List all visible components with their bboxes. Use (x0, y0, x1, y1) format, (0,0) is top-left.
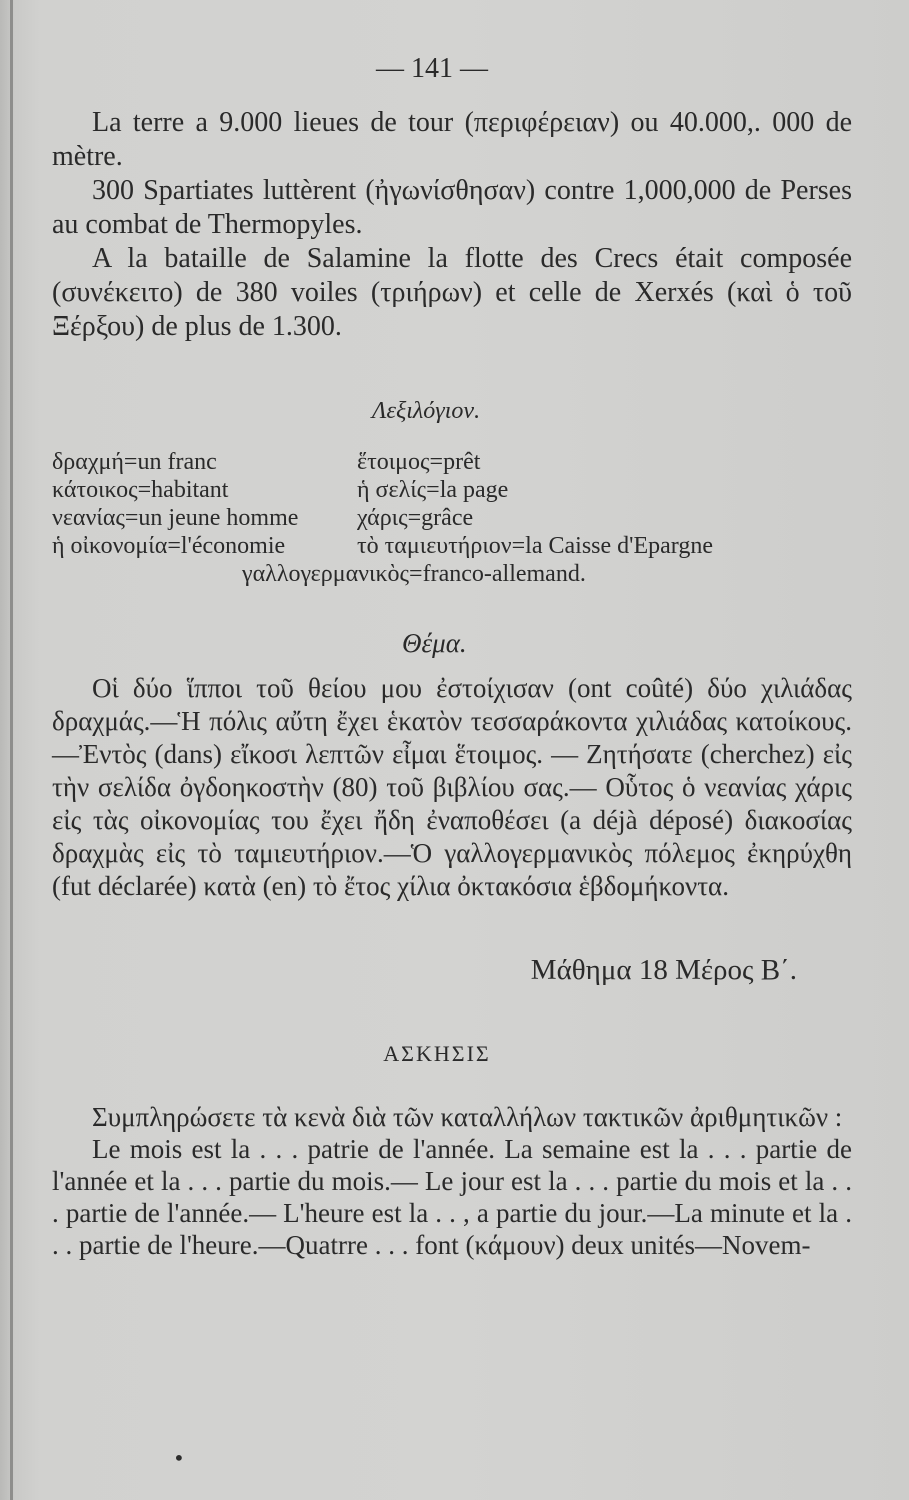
lexicon-entry: ἕτοιμος=prêt (357, 449, 481, 475)
lexicon-entry: κάτοικος=habitant (52, 477, 229, 503)
lesson-heading: Μάθημα 18 Μέρος Β΄. (530, 954, 797, 986)
theme-heading: Θέμα. (402, 628, 467, 658)
paragraph-salamis: A la bataille de Salamine la flotte des Crecs était composée (συνέκειτο) de 380 voiles (τριήρων) et celle de Xerxés (καὶ ὁ τοῦ Ξέρξου) de plus de 1.300. (52, 243, 852, 342)
lexicon-entry: ἡ οἰκονομία=l'économie (52, 533, 286, 559)
lexicon-table (52, 448, 852, 588)
exercise-instruction: Συμπληρώσετε τὰ κενὰ διὰ τῶν καταλλήλων τακτικῶν ἀριθμητικῶν : (92, 1102, 843, 1132)
lexicon-entry: νεανίας=un jeune homme (52, 505, 299, 531)
paragraph-earth: La terre a 9.000 lieues de tour (περιφέρειαν) ou 40.000,. 000 de mètre. (52, 107, 852, 172)
stray-ink-mark: • (173, 1446, 185, 1470)
lexicon-heading: Λεξιλόγιον. (372, 398, 481, 424)
page-number: — 141 — (376, 53, 488, 84)
page-content (52, 52, 852, 1261)
paragraph-spartans: 300 Spartiates luttèrent (ἠγωνίσθησαν) contre 1,000,000 de Perses au combat de Thermopyles. (52, 175, 852, 240)
lexicon-entry: χάρις=grâce (357, 505, 474, 531)
theme-text: Οἱ δύο ἵπποι τοῦ θείου μου ἐστοίχισαν (ont coûté) δύο χιλιάδας δραχμάς.—Ἡ πόλις αὔτη ἔχει ἑκατὸν τεσσαράκοντα χιλιάδας κατοίκους.—Ἐντὸς (dans) εἴκοσι λεπτῶν εἶμαι ἕτοιμος. — Ζητήσατε (cherchez) εἰς τὴν σελίδα ὀγδοηκοστὴν (80) τοῦ βιβλίου σας.— Οὗτος ὁ νεανίας χάρις εἰς τὰς οἰκονομίας του ἔχει ἤδη ἐναποθέσει (a déjà déposé) διακοσίας δραχμὰς εἰς τὸ ταμιευτήριον.—Ὁ γαλλογερμανικὸς πόλεμος ἐκηρύχθη (fut déclarée) κατὰ (en) τὸ ἔτος χίλια ὀκτακόσια ἑβδομήκοντα. (52, 673, 852, 901)
lexicon-entry: τὸ ταμιευτήριον=la Caisse d'Epargne (357, 533, 713, 559)
lexicon-entry: γαλλογερμανικὸς=franco-allemand. (242, 561, 586, 587)
lexicon-entry: δραχμή=un franc (52, 449, 217, 475)
book-spine-edge (10, 0, 13, 1500)
exercise-text: Le mois est la . . . patrie de l'année. La semaine est la . . . partie de l'année et la . . . partie du mois.— Le jour est la . . . partie du mois et la . . . partie de l'année.— L'heure est la . . , a partie du jour.—La minute et la . . . partie de l'heure.—Quatrre . . . font (κάμουν) deux unités—Novem- (52, 1134, 852, 1260)
exercise-heading: ΑΣΚΗΣΙΣ (383, 1041, 491, 1066)
lexicon-entry: ἡ σελίς=la page (357, 477, 509, 503)
